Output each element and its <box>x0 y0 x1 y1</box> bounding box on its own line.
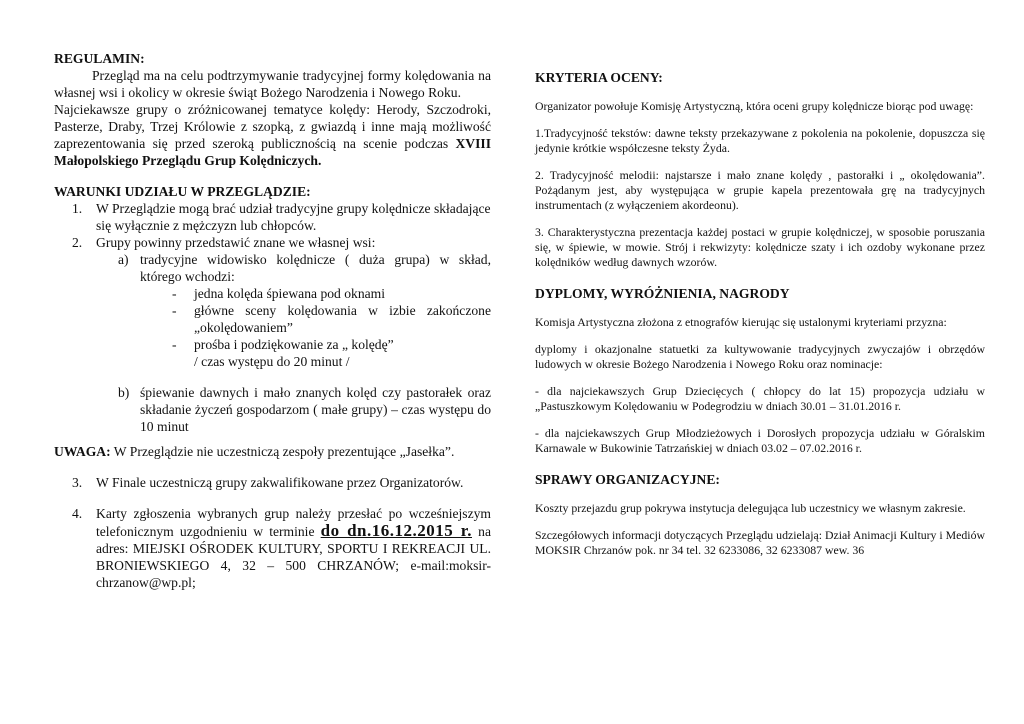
warunki-heading: WARUNKI UDZIAŁU W PRZEGLĄDZIE: <box>54 184 311 199</box>
intro-paragraph-1: Przegląd ma na celu podtrzymywanie tradycyjnej formy kolędowania na własnej wsi i okolicy w okresie świąt Bożego Narodzenia i Nowego Roku. <box>54 68 491 100</box>
dyplomy-p3: - dla najciekawszych Grup Dziecięcych ( chłopcy do lat 15) propozycja udziału w „Pastuszkowym Kolędowaniu w Podegrodziu w dniach 30.01 – 31.01.2016 r. <box>535 384 985 413</box>
kryteria-intro: Organizator powołuje Komisję Artystyczną, która oceni grupy kolędnicze biorąc pod uwagę: <box>535 99 974 113</box>
festival-name: XVIII Małopolskiego Przeglądu Grup Kolędniczych. <box>54 136 491 168</box>
list-number: 2. <box>72 235 83 250</box>
list-number: 1. <box>72 201 83 216</box>
list-number: 3. <box>72 475 83 490</box>
list-item-4 <box>54 505 491 591</box>
performance-time: / czas występu do 20 minut / <box>194 354 350 369</box>
list-text: W Finale uczestniczą grupy zakwalifikowane przez Organizatorów. <box>96 475 464 490</box>
submission-text: Karty zgłoszenia wybranych grup należy przesłać po wcześniejszym telefonicznym uzgodnieniu w terminie <box>96 506 491 539</box>
dash-item-2 <box>54 302 491 336</box>
dyplomy-p1: Komisja Artystyczna złożona z etnografów kierując się ustalonymi kryteriami przyzna: <box>535 315 947 329</box>
kryteria-item-2: 2. Tradycyjność melodii: najstarsze i mało znane kolędy , pastorałki i „ okolędowania”. Pożądanym jest, aby występująca w grupie kapela prezentowała grę na tradycyjnych instrumentach (z wyłączeniem akordeonu). <box>535 168 985 212</box>
list-item-3 <box>54 474 491 491</box>
list-number: 4. <box>72 506 83 521</box>
dash-mark: - <box>172 286 177 301</box>
sub-item-b <box>54 384 491 435</box>
kryteria-item-3: 3. Charakterystyczna prezentacja każdej postaci w grupie kolędniczej, w sposobie poruszania się, w śpiewie, w mowie. Strój i rekwizyty: kolędnicze szaty i ich ozdoby wykonane przez kolędników według dawnych wzorów. <box>535 225 985 269</box>
sub-text: tradycyjne widowisko kolędnicze ( duża grupa) w skład, którego wchodzi: <box>140 252 491 284</box>
uwaga-text: W Przeglądzie nie uczestniczą zespoły prezentujące „Jasełka”. <box>113 444 455 459</box>
dash-item-1 <box>54 285 491 302</box>
list-text: W Przeglądzie mogą brać udział tradycyjne grupy kolędnicze składające się wyłącznie z mężczyzn lub chłopców. <box>96 201 491 233</box>
intro-paragraph-2 <box>54 101 491 169</box>
uwaga-note <box>54 443 491 460</box>
sub-item-a <box>54 251 491 285</box>
uwaga-label: UWAGA: <box>54 444 111 459</box>
regulamin-heading: REGULAMIN: <box>54 51 145 66</box>
right-column <box>535 70 985 570</box>
list-text <box>96 505 491 591</box>
dash-text-main: prośba i podziękowanie za „ kolędę” <box>194 337 394 352</box>
dash-mark: - <box>172 303 177 318</box>
dyplomy-heading: DYPLOMY, WYRÓŻNIENIA, NAGRODY <box>535 286 790 301</box>
list-item-1 <box>54 200 491 234</box>
dash-item-3 <box>54 336 491 370</box>
dyplomy-p2: dyplomy i okazjonalne statuetki za kultywowanie tradycyjnych zwyczajów i obrzędów ludowych w okresie Bożego Narodzenia i Nowego Roku oraz nominacje: <box>535 342 985 371</box>
sub-letter: b) <box>118 385 130 400</box>
kryteria-heading: KRYTERIA OCENY: <box>535 70 663 85</box>
dash-text: jedna kolęda śpiewana pod oknami <box>194 286 386 301</box>
dash-text: główne sceny kolędowania w izbie zakończone „okolędowaniem” <box>194 303 491 335</box>
address-text: na adres: MIEJSKI OŚRODEK KULTURY, SPORTU I REKREACJI UL. BRONIEWSKIEGO 4, 32 – 500 CHRZANÓW; e-mail:moksir-chrzanow@wp.pl; <box>96 524 491 590</box>
kryteria-item-1: 1.Tradycyjność tekstów: dawne teksty przekazywane z pokolenia na pokolenie, dopuszcza się jedynie krótkie współczesne teksty Żyda. <box>535 126 985 155</box>
dash-text <box>194 336 491 370</box>
intro-paragraph-2-text: Najciekawsze grupy o zróżnicowanej tematyce kolędy: Herody, Szczodroki, Pasterze, Draby, Trzej Królowie z szopką, z gwiazdą i inne mają możliwość zaprezentowania się przed szeroką publicznością na scenie podczas <box>54 102 491 151</box>
sprawy-p1: Koszty przejazdu grup pokrywa instytucja delegująca lub uczestnicy we własnym zakresie. <box>535 501 966 515</box>
deadline-date: do dn.16.12.2015 r. <box>320 521 472 540</box>
dyplomy-p4: - dla najciekawszych Grup Młodzieżowych i Dorosłych propozycja udziału w Góralskim Karnawale w Bukowinie Tatrzańskiej w dniach 03.02 – 07.02.2016 r. <box>535 426 985 455</box>
list-text: Grupy powinny przedstawić znane we własnej wsi: <box>96 235 376 250</box>
sub-text: śpiewanie dawnych i mało znanych kolęd czy pastorałek oraz składanie życzeń gospodarzom ( małe grupy) – czas występu do 10 minut <box>140 385 491 434</box>
list-item-2 <box>54 234 491 251</box>
dash-mark: - <box>172 337 177 352</box>
sprawy-heading: SPRAWY ORGANIZACYJNE: <box>535 472 720 487</box>
left-column <box>54 50 491 591</box>
sub-letter: a) <box>118 252 129 267</box>
sprawy-p2: Szczegółowych informacji dotyczących Przeglądu udzielają: Dział Animacji Kultury i Mediów MOKSIR Chrzanów pok. nr 34 tel. 32 6233086, 32 6233087 wew. 36 <box>535 528 985 557</box>
